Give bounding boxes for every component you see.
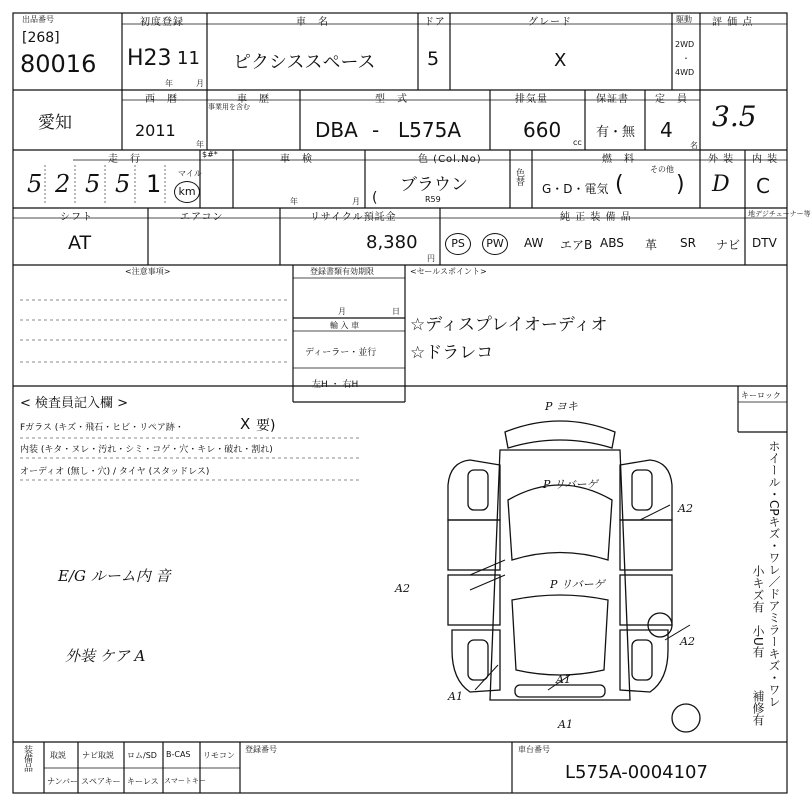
mileage-digit: 5 — [115, 170, 131, 198]
history-note: 事業用を含む — [208, 103, 250, 111]
hand-note: 外装 ケア A — [65, 647, 146, 665]
wheel-legend: ホイール・CPキズ・ワレ／ドアミラーキズ・ワレ — [767, 440, 781, 708]
drive-header: 駆動 — [676, 15, 692, 24]
capacity-header: 定 員 — [655, 94, 688, 105]
aircon-header: エアコン — [180, 212, 224, 223]
equip-navi: ナビ — [716, 238, 741, 252]
score-header: 評 価 点 — [712, 17, 754, 28]
reg-day: 日 — [392, 307, 400, 316]
mileage-mile: マイル — [178, 169, 202, 178]
equip-dtv: DTV — [752, 236, 777, 250]
cc-unit: cc — [573, 138, 582, 147]
mileage-digit: 1 — [146, 170, 162, 198]
fuel-other: その他 — [650, 165, 674, 174]
tuner-header: 地デジチューナー等 — [748, 210, 811, 218]
interior-grade: C — [756, 174, 770, 198]
capacity: 4 — [660, 118, 673, 142]
damage-mark: A2 — [678, 502, 693, 515]
displacement: 660 — [523, 118, 562, 142]
damage-mark: A1 — [556, 673, 571, 686]
reg-number-header: 登録番号 — [245, 745, 277, 754]
color-name: ブラウン — [400, 175, 468, 195]
fuel-options: G・D・電気 — [542, 182, 609, 196]
footer-item: 取説 — [50, 751, 66, 760]
legend-sub: 小キズ有 — [751, 565, 765, 613]
footer-item: スペアキー — [81, 777, 121, 786]
model-dash: - — [372, 118, 380, 142]
damage-mark: P ヨキ — [545, 400, 578, 413]
recycle-amount: 8,380 — [366, 232, 418, 253]
mileage-digit: 2 — [55, 170, 71, 198]
fuel-paren-open: ( — [615, 172, 624, 197]
yen-unit: 円 — [427, 254, 435, 263]
model-prefix: DBA — [315, 118, 358, 142]
chassis-header: 車台番号 — [518, 745, 550, 754]
western-year: 2011 — [135, 121, 176, 140]
damage-mark: A2 — [680, 635, 695, 648]
color-code: R59 — [425, 195, 441, 204]
damage-mark: P リバーゲ — [543, 478, 598, 491]
lot-bracket: [268] — [22, 30, 60, 46]
notes-header: <注意事項> — [125, 267, 171, 276]
km-circle: km — [174, 181, 200, 203]
equip-ps-label: PS — [445, 233, 471, 255]
car-name: ピクシススペース — [233, 52, 376, 73]
handle-side: 左H ・ 右H — [312, 380, 359, 390]
damage-mark: A1 — [558, 718, 573, 731]
western-year-unit: 年 — [196, 140, 204, 149]
keylock-header: キーロック — [741, 391, 781, 400]
interior-header: 内 装 — [752, 154, 779, 165]
shift-header: シフト — [60, 212, 93, 223]
exterior-header: 外 装 — [708, 154, 735, 165]
grade-header: グレード — [528, 17, 572, 28]
first-reg-month: 11 — [177, 48, 200, 69]
drive-4wd: 4WD — [675, 68, 695, 77]
footer-item: リモコン — [203, 751, 235, 760]
exterior-grade: D — [712, 172, 730, 197]
footer-item: キーレス — [127, 777, 159, 786]
sales-header: <セールスポイント> — [410, 267, 487, 276]
chassis-number: L575A-0004107 — [565, 762, 708, 783]
equip-abs: ABS — [600, 236, 624, 250]
region: 愛知 — [38, 113, 72, 133]
equip-aw: AW — [524, 236, 544, 250]
month-unit: 月 — [196, 79, 204, 88]
import-type: ディーラー・並行 — [305, 348, 377, 358]
equip-airbag: エアB — [560, 238, 593, 252]
footer-item: ロム/SD — [127, 751, 157, 760]
footer-item: B-CAS — [166, 750, 191, 759]
equipment-header: 純 正 装 備 品 — [560, 212, 632, 223]
mileage-digit: 5 — [27, 170, 43, 198]
history-header: 車 歴 — [237, 94, 270, 105]
interior-line: 内装 (キタ・ヌレ・汚れ・シミ・コゲ・穴・キレ・破れ・割れ) — [20, 445, 273, 455]
sstar-header: $#* — [202, 150, 218, 159]
hand-note: E/G ルーム内 音 — [58, 567, 171, 585]
footer-item: ナンバー — [47, 777, 79, 786]
drive-2wd: 2WD — [675, 40, 695, 49]
drive-dot: ・ — [682, 54, 690, 63]
legend-sub: 補修有 — [751, 690, 765, 726]
sales-point: ☆ディスプレイオーディオ — [410, 315, 608, 335]
inspector-title: < 検査員記入欄 > — [20, 396, 129, 411]
shift: AT — [68, 232, 92, 254]
equip-leather: 革 — [645, 238, 658, 252]
doors: 5 — [427, 48, 440, 70]
lot-number: 80016 — [20, 50, 97, 78]
score-value: 3.5 — [712, 100, 757, 133]
equip-sr: SR — [680, 236, 696, 250]
model-code: L575A — [398, 118, 461, 142]
color-header: 色 (Col.No) — [418, 154, 482, 165]
displacement-header: 排気量 — [515, 94, 548, 105]
inspection-header: 車 検 — [280, 154, 313, 165]
equip-pw-label: PW — [482, 233, 508, 255]
footer-item: ナビ取説 — [82, 751, 114, 760]
footer-item: スマートキー — [164, 777, 206, 785]
year-unit: 年 — [165, 79, 173, 88]
inspection-year: 年 — [290, 197, 298, 206]
first-reg-header: 初度登録 — [140, 17, 184, 28]
legend-sub: 小U有 — [751, 625, 765, 658]
damage-mark: P リバーゲ — [550, 578, 605, 591]
glass-x: X — [240, 415, 251, 433]
fuel-paren-close: ) — [676, 172, 685, 197]
recycle-header: リサイクル預託金 — [310, 212, 397, 223]
equipment-side-label: 装備品 — [22, 745, 32, 772]
reg-month: 月 — [338, 307, 346, 316]
mileage-digit: 5 — [85, 170, 101, 198]
glass-line: Fガラス (キズ・飛石・ヒビ・リペア跡・ — [20, 423, 184, 433]
lot-header: 出品番号 — [22, 15, 54, 24]
capacity-unit: 名 — [690, 141, 698, 150]
doors-header: ドア — [424, 17, 446, 28]
warranty-header: 保証書 — [596, 94, 629, 105]
car-name-header: 車 名 — [296, 17, 329, 28]
damage-mark: A1 — [448, 690, 463, 703]
color-change: 色替 — [514, 168, 524, 186]
era-year: H23 — [127, 46, 172, 71]
import-header: 輸 入 車 — [330, 321, 360, 330]
western-header: 西 暦 — [145, 94, 178, 105]
sales-point: ☆ドラレコ — [410, 343, 494, 363]
fuel-header: 燃 料 — [602, 154, 635, 165]
glass-req: 要) — [256, 418, 276, 434]
grade: X — [554, 50, 567, 71]
model-header: 型 式 — [375, 94, 408, 105]
color-paren-open: ( — [372, 190, 378, 206]
reg-deadline-header: 登録書類有効期限 — [310, 267, 374, 276]
warranty: 有・無 — [596, 125, 636, 140]
mileage-header: 走 行 — [108, 154, 141, 165]
damage-mark: A2 — [395, 582, 410, 595]
audio-line: オーディオ (無し・穴) / タイヤ (スタッドレス) — [20, 467, 210, 477]
inspection-month: 月 — [352, 197, 360, 206]
